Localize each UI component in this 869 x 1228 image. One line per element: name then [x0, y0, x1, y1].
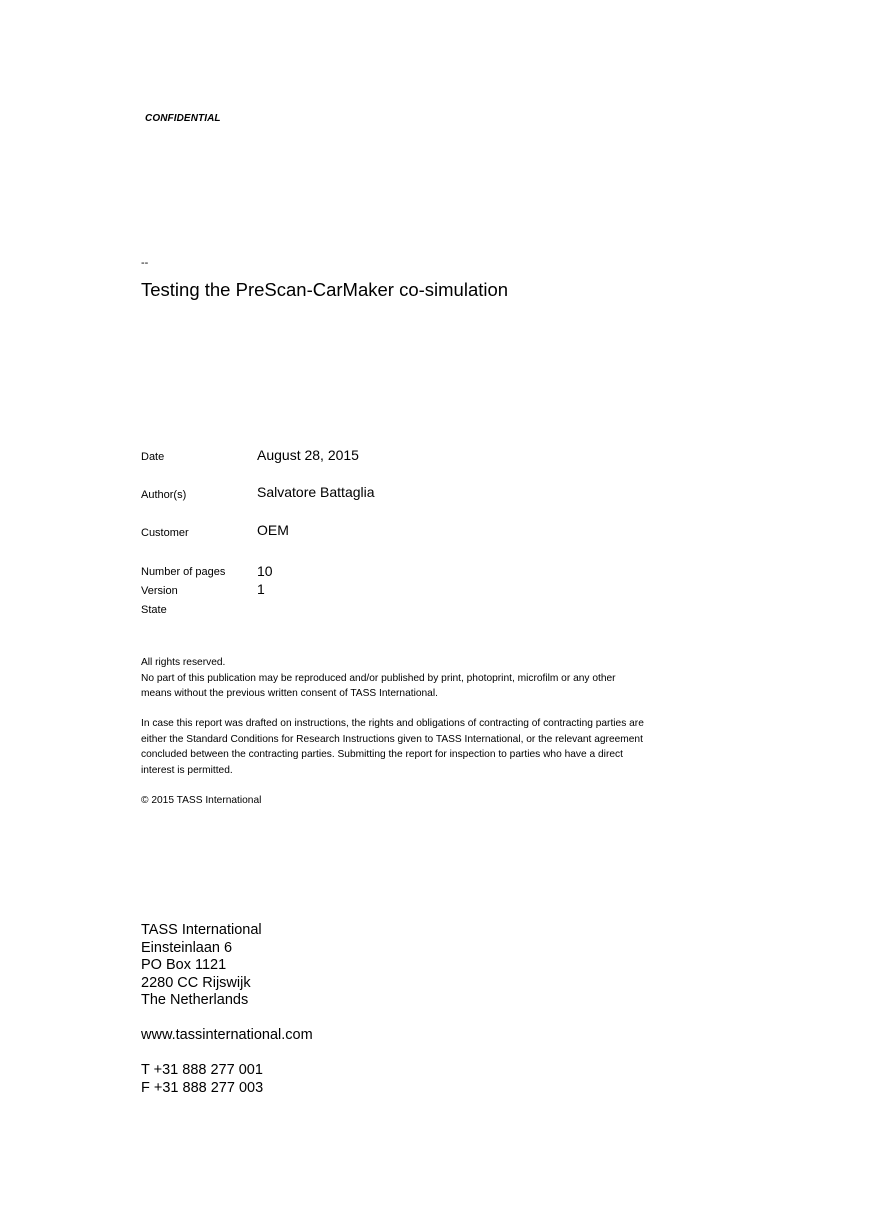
rights-line: means without the previous written consent of TASS International.: [141, 688, 438, 699]
instructions-notice: [141, 716, 741, 778]
version-value: 1: [257, 581, 265, 597]
customer-value: OEM: [257, 522, 289, 538]
date-label: Date: [141, 451, 165, 463]
contact-numbers: [141, 1062, 263, 1097]
phone-number: T +31 888 277 001: [141, 1062, 263, 1078]
authors-label: Author(s): [141, 489, 187, 501]
instructions-line: concluded between the contracting parties. Submitting the report for inspection to parties who have a direct: [141, 749, 623, 760]
pages-value: 10: [257, 563, 273, 579]
instructions-line: interest is permitted.: [141, 764, 233, 776]
country: The Netherlands: [141, 992, 249, 1008]
company-name: TASS International: [141, 922, 262, 938]
postal-city: 2280 CC Rijswijk: [141, 974, 251, 991]
copyright-notice: [141, 793, 741, 809]
pages-label: Number of pages: [141, 566, 226, 578]
website-url: www.tassinternational.com: [141, 1027, 313, 1043]
confidential-label: CONFIDENTIAL: [145, 113, 221, 124]
version-label: Version: [141, 585, 178, 597]
rights-line: All rights reserved.: [141, 657, 226, 668]
title-prefix: --: [141, 257, 149, 269]
instructions-line: In case this report was drafted on instructions, the rights and obligations of contracting of contracting parties are: [141, 718, 644, 729]
fax-number: F +31 888 277 003: [141, 1079, 264, 1096]
authors-value: Salvatore Battaglia: [257, 484, 375, 500]
rights-notice: [141, 655, 741, 702]
date-value: August 28, 2015: [257, 447, 359, 463]
company-address: [141, 922, 262, 1010]
rights-line: No part of this publication may be reproduced and/or published by print, photoprint, microfilm or any other: [141, 672, 616, 684]
street-address: Einsteinlaan 6: [141, 939, 233, 956]
instructions-line: either the Standard Conditions for Research Instructions given to TASS International, or the relevant agreement: [141, 733, 643, 745]
document-title: Testing the PreScan-CarMaker co-simulation: [141, 279, 509, 300]
po-box: PO Box 1121: [141, 957, 227, 973]
customer-label: Customer: [141, 527, 189, 539]
copyright-text: © 2015 TASS International: [141, 795, 262, 806]
state-label: State: [141, 604, 167, 616]
